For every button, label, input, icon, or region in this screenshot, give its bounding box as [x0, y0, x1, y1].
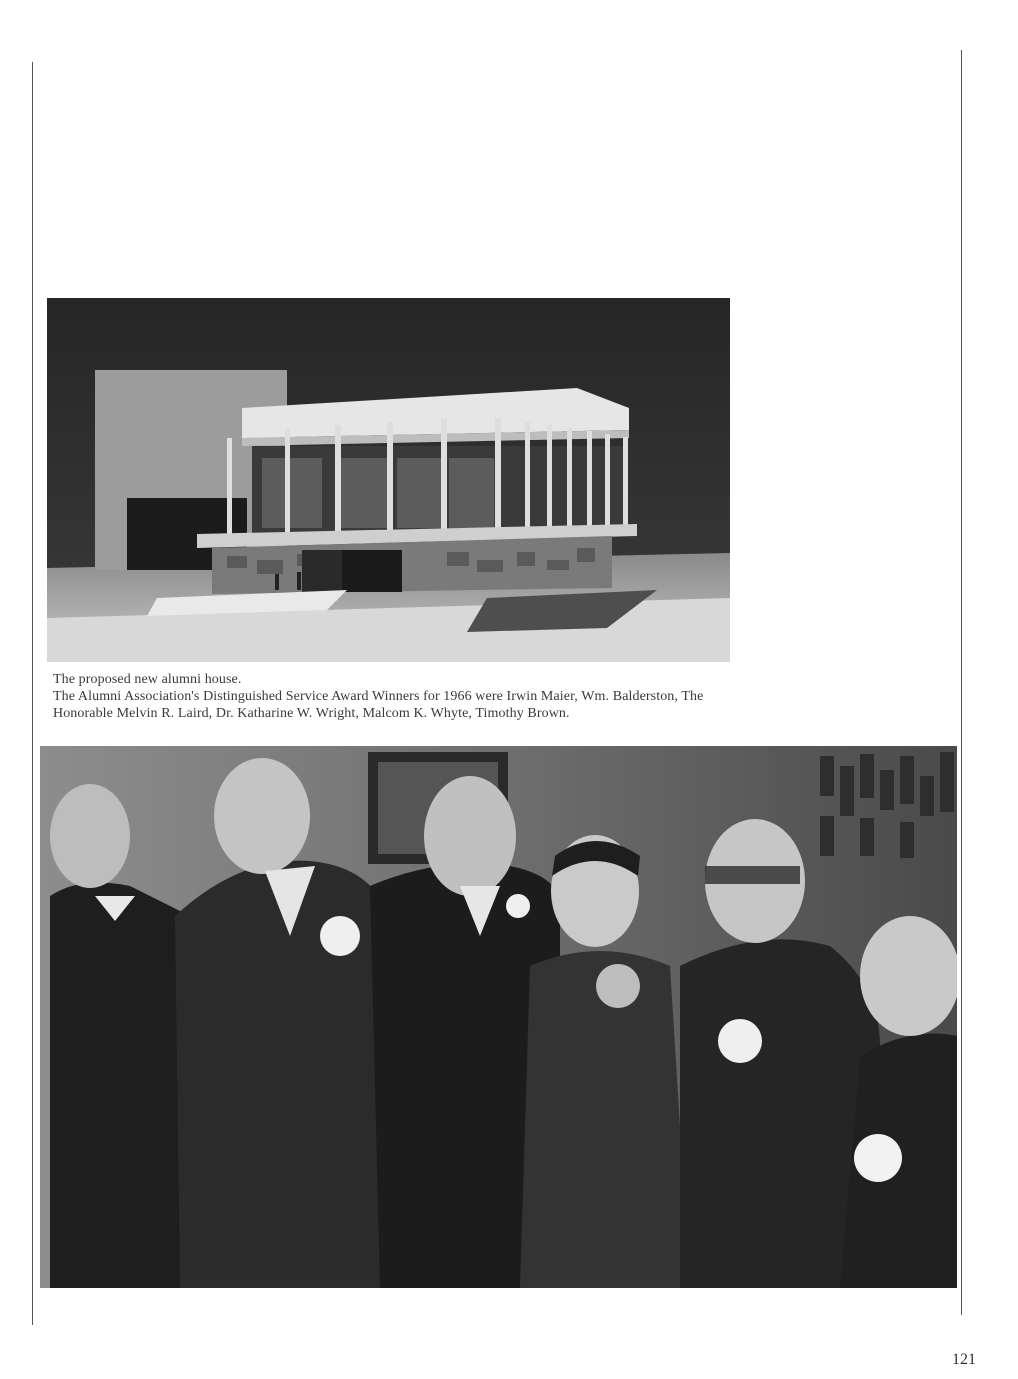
left-margin-rule — [32, 62, 33, 1325]
page-number: 121 — [952, 1351, 976, 1368]
alumni-house-model-photo — [47, 298, 730, 662]
award-winners-image — [40, 746, 957, 1288]
award-winners-caption: The Alumni Association's Distinguished Service Award Winners for 1966 were Irwin Maier, Wm. Balderston, The Honorable Melvin R. Laird, Dr. Katharine W. Wright, Malcom K. Whyte, Timothy Brown. — [53, 689, 704, 721]
building-photo-caption: The proposed new alumni house. — [53, 672, 242, 687]
right-margin-rule — [961, 50, 962, 1315]
award-winners-group-photo — [40, 746, 957, 1288]
alumni-house-model-image — [47, 298, 730, 662]
